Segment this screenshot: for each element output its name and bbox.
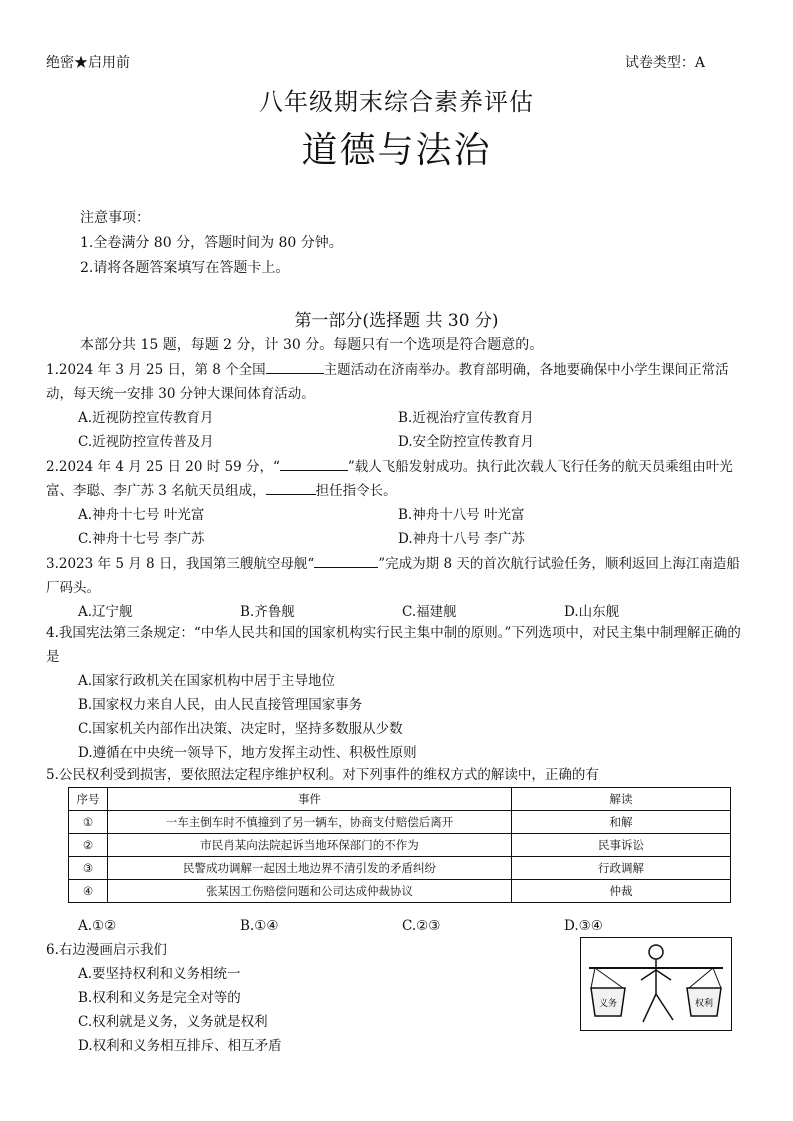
paper-type-label: 试卷类型：A bbox=[624, 55, 705, 71]
secret-label: 绝密★启用前 bbox=[46, 55, 130, 71]
question-5-options bbox=[46, 914, 746, 938]
table-row: ② 市民肖某向法院起诉当地环保部门的不作为 民事诉讼 bbox=[69, 834, 731, 857]
question-stem: 4.我国宪法第三条规定：“中华人民共和国的国家机构实行民主集中制的原则。”下列选项中，对民主集中制理解正确的是 bbox=[46, 625, 741, 665]
option-a: A.近视防控宣传教育月 bbox=[78, 410, 214, 426]
option-c: C.神舟十七号 李广苏 bbox=[78, 531, 205, 547]
option-a: A.①② bbox=[78, 918, 117, 934]
options-row bbox=[78, 430, 746, 454]
table-header: 序号 bbox=[69, 788, 108, 811]
answer-blank bbox=[314, 553, 378, 568]
notes-block bbox=[80, 206, 343, 281]
option-b: B.国家权力来自人民，由人民直接管理国家事务 bbox=[78, 697, 363, 713]
question-3 bbox=[46, 552, 746, 624]
question-5 bbox=[46, 763, 746, 787]
option-c: C.国家机关内部作出决策、决定时，坚持多数服从少数 bbox=[78, 721, 403, 737]
option-c: C.近视防控宣传普及月 bbox=[78, 434, 214, 450]
notes-title: 注意事项： bbox=[80, 210, 150, 226]
section-intro: 本部分共 15 题，每题 2 分，计 30 分。每题只有一个选项是符合题意的。 bbox=[80, 337, 544, 353]
option-a: A.辽宁舰 bbox=[78, 604, 133, 620]
option-d: D.遵循在中央统一领导下，地方发挥主动性、积极性原则 bbox=[78, 745, 417, 761]
left-basket-label: 义务 bbox=[598, 999, 618, 1009]
answer-blank bbox=[266, 480, 316, 495]
option-a: A.神舟十七号 叶光富 bbox=[78, 507, 205, 523]
question-stem: 1.2024 年 3 月 25 日，第 8 个全国 主题活动在济南举办。教育部明确，各地要确保中小学生课间正常活动，每天统一安排 30 分钟大课间体育活动。 bbox=[46, 358, 746, 406]
cartoon-image bbox=[580, 937, 732, 1031]
table-row: ① 一车主倒车时不慎撞到了另一辆车，协商支付赔偿后离开 和解 bbox=[69, 811, 731, 834]
question-stem: 3.2023 年 5 月 8 日，我国第三艘航空母舰“ ”完成为期 8 天的首次航行试验任务，顺利返回上海江南造船厂码头。 bbox=[46, 552, 746, 600]
options-row bbox=[78, 503, 746, 527]
options-row bbox=[78, 527, 746, 551]
table-header: 事件 bbox=[108, 788, 512, 811]
notes-item: 1.全卷满分 80 分，答题时间为 80 分钟。 bbox=[80, 235, 343, 251]
option-d: D.山东舰 bbox=[564, 604, 620, 620]
rights-table bbox=[68, 787, 731, 903]
table-header-row bbox=[69, 788, 731, 811]
question-stem: 6.右边漫画启示我们 bbox=[46, 942, 167, 958]
option-a: A.国家行政机关在国家机构中居于主导地位 bbox=[78, 673, 336, 689]
table-row: ③ 民警成功调解一起因土地边界不清引发的矛盾纠纷 行政调解 bbox=[69, 857, 731, 880]
option-a: A.要坚持权利和义务相统一 bbox=[78, 966, 241, 982]
answer-blank bbox=[266, 359, 324, 374]
right-basket-label: 权利 bbox=[694, 999, 714, 1009]
option-b: B.齐鲁舰 bbox=[240, 604, 295, 620]
option-c: C.②③ bbox=[402, 918, 441, 934]
option-c: C.福建舰 bbox=[402, 604, 457, 620]
subject-title: 道德与法治 bbox=[301, 130, 492, 171]
answer-blank bbox=[280, 456, 348, 471]
notes-item: 2.请将各题答案填写在答题卡上。 bbox=[80, 260, 290, 276]
option-d: D.③④ bbox=[564, 918, 603, 934]
table-header: 解读 bbox=[512, 788, 731, 811]
option-b: B.神舟十八号 叶光富 bbox=[398, 507, 525, 523]
question-stem: 2.2024 年 4 月 25 日 20 时 59 分，“ ”载人飞船发射成功。执行此次载人飞行任务的航天员乘组由叶光富、李聪、李广苏 3 名航天员组成， 担任指令长。 bbox=[46, 455, 746, 503]
options-row bbox=[78, 406, 746, 430]
section-title: 第一部分(选择题 共 30 分) bbox=[294, 311, 499, 331]
option-d: D.权利和义务相互排斥、相互矛盾 bbox=[78, 1038, 282, 1054]
exam-title: 八年级期末综合素养评估 bbox=[259, 88, 534, 116]
option-d: D.神舟十八号 李广苏 bbox=[398, 531, 525, 547]
question-4 bbox=[46, 621, 746, 765]
options-row bbox=[78, 914, 746, 938]
cartoon-illustration bbox=[581, 938, 731, 1030]
question-stem: 5.公民权利受到损害，要依照法定程序维护权利。对下列事件的维权方式的解读中，正确的有 bbox=[46, 767, 599, 783]
question-2 bbox=[46, 455, 746, 551]
option-d: D.安全防控宣传教育月 bbox=[398, 434, 535, 450]
option-b: B.权利和义务是完全对等的 bbox=[78, 990, 241, 1006]
question-1 bbox=[46, 358, 746, 454]
option-c: C.权利就是义务，义务就是权利 bbox=[78, 1014, 268, 1030]
option-b: B.近视治疗宣传教育月 bbox=[398, 410, 534, 426]
option-b: B.①④ bbox=[240, 918, 279, 934]
table-row: ④ 张某因工伤赔偿问题和公司达成仲裁协议 仲裁 bbox=[69, 880, 731, 903]
